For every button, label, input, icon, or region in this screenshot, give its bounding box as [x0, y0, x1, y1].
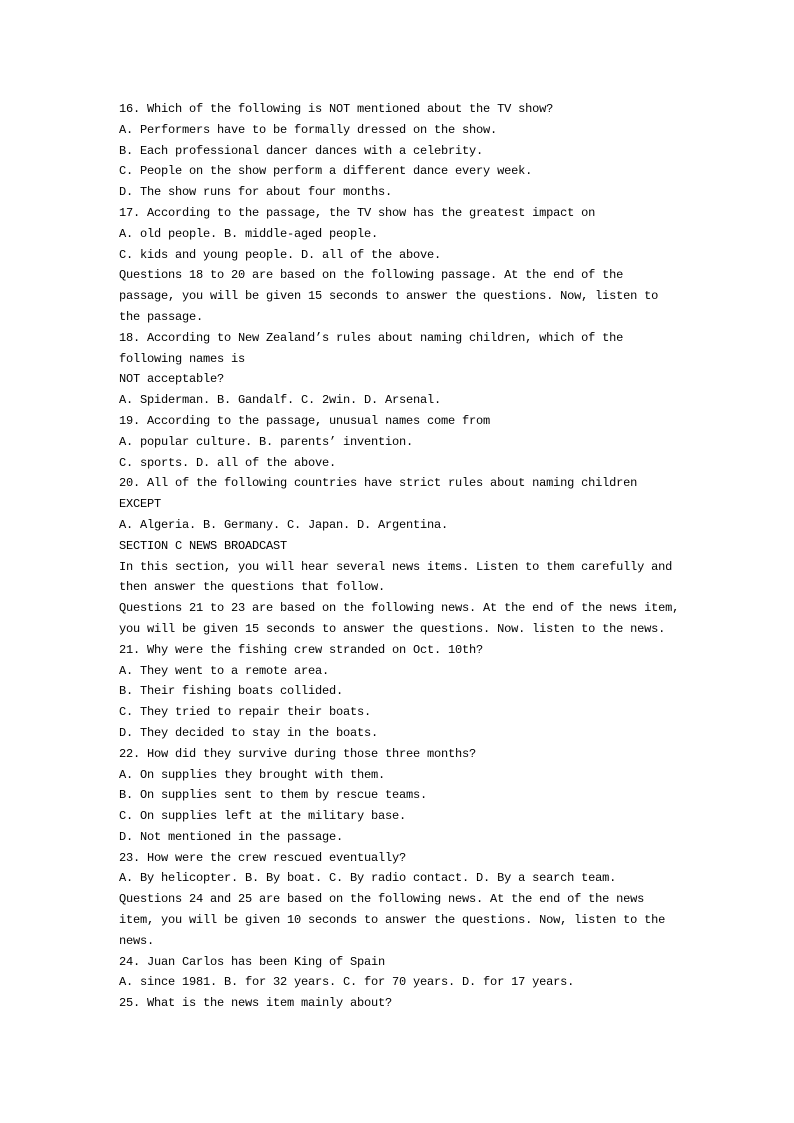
text-line: A. Algeria. B. Germany. C. Japan. D. Argentina. — [119, 517, 449, 532]
text-line: A. Performers have to be formally dressed on the show. — [119, 122, 498, 137]
text-line: item, you will be given 10 seconds to answer the questions. Now, listen to the — [119, 913, 666, 928]
text-line: 16. Which of the following is NOT mentioned about the TV show? — [119, 102, 554, 116]
text-line: A. Spiderman. B. Gandalf. C. 2win. D. Arsenal. — [119, 393, 442, 408]
text-line: B. Each professional dancer dances with a celebrity. — [119, 143, 484, 158]
text-line: Questions 24 and 25 are based on the following news. At the end of the news — [119, 892, 645, 907]
text-line: D. They decided to stay in the boats. — [119, 725, 379, 740]
text-line: In this section, you will hear several news items. Listen to them carefully and — [119, 559, 673, 574]
text-line: Questions 21 to 23 are based on the following news. At the end of the news item, — [119, 601, 680, 616]
text-line: the passage. — [119, 309, 204, 324]
text-line: C. On supplies left at the military base. — [119, 809, 407, 824]
text-line: A. old people. B. middle-aged people. — [119, 226, 379, 241]
text-line: passage, you will be given 15 seconds to answer the questions. Now, listen to — [119, 289, 659, 304]
text-line: B. Their fishing boats collided. — [119, 684, 344, 699]
text-line: A. since 1981. B. for 32 years. C. for 70 years. D. for 17 years. — [119, 975, 575, 990]
text-line: 17. According to the passage, the TV show has the greatest impact on — [119, 205, 596, 220]
text-line: D. Not mentioned in the passage. — [119, 829, 344, 844]
text-line: 25. What is the news item mainly about? — [119, 996, 393, 1011]
text-line: C. They tried to repair their boats. — [119, 705, 372, 720]
text-line: A. popular culture. B. parents’ invention. — [119, 434, 414, 449]
text-line: A. By helicopter. B. By boat. C. By radio contact. D. By a search team. — [119, 871, 617, 886]
text-line: SECTION C NEWS BROADCAST — [119, 538, 288, 553]
text-line: you will be given 15 seconds to answer the questions. Now. listen to the news. — [119, 621, 666, 636]
text-line: 18. According to New Zealand’s rules about naming children, which of the — [119, 330, 624, 345]
text-line: 21. Why were the fishing crew stranded on Oct. 10th? — [119, 642, 484, 657]
text-line: 24. Juan Carlos has been King of Spain — [119, 954, 386, 969]
text-line: C. People on the show perform a different dance every week. — [119, 164, 533, 179]
text-line: A. On supplies they brought with them. — [119, 767, 386, 782]
text-line: EXCEPT — [119, 497, 162, 512]
text-line: C. sports. D. all of the above. — [119, 455, 337, 470]
text-line: 20. All of the following countries have strict rules about naming children — [119, 476, 638, 491]
text-line: C. kids and young people. D. all of the above. — [119, 247, 442, 262]
text-line: 19. According to the passage, unusual names come from — [119, 413, 491, 428]
text-line: D. The show runs for about four months. — [119, 185, 393, 200]
text-line: B. On supplies sent to them by rescue teams. — [119, 788, 428, 803]
text-line: 23. How were the crew rescued eventually? — [119, 850, 407, 865]
text-line: then answer the questions that follow. — [119, 580, 386, 595]
text-line: Questions 18 to 20 are based on the following passage. At the end of the — [119, 268, 624, 283]
document-text-block — [119, 99, 719, 1014]
text-line: A. They went to a remote area. — [119, 663, 330, 678]
text-line: news. — [119, 933, 155, 948]
text-line: 22. How did they survive during those three months? — [119, 746, 477, 761]
text-line: NOT acceptable? — [119, 372, 225, 387]
text-line: following names is — [119, 351, 246, 366]
